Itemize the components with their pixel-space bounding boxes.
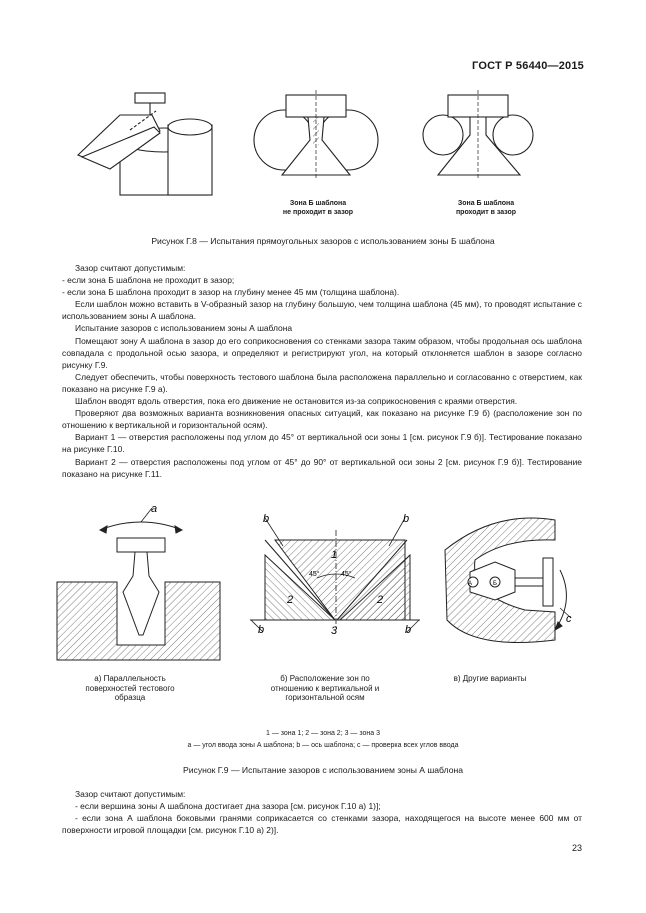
g9-legend-1: 1 — зона 1; 2 — зона 2; 3 — зона 3 bbox=[266, 730, 380, 737]
g8-label-middle: Зона Б шаблона не проходит в зазор bbox=[282, 200, 354, 216]
text-block-1 bbox=[62, 262, 582, 480]
document-id: ГОСТ Р 56440—2015 bbox=[472, 60, 584, 72]
g9c-other-variants bbox=[445, 518, 571, 643]
paragraph: Шаблон вводят вдоль отверстия, пока его движение не остановится из-за соприкосновения с краями отверстия. bbox=[75, 396, 518, 407]
label-b-bottom-right: b bbox=[405, 624, 412, 636]
page-number: 23 bbox=[571, 843, 582, 853]
g8-zone-b-not-pass bbox=[254, 90, 378, 180]
figure-g9-caption: Рисунок Г.9 — Испытание зазоров с использованием зоны А шаблона bbox=[182, 765, 464, 775]
g9-sub-a: а) Параллельность поверхностей тестового образца bbox=[85, 674, 175, 703]
figure-g8-drawing bbox=[60, 85, 580, 205]
zone-1-label: 1 bbox=[331, 549, 338, 561]
paragraph: - если зона Б шаблона не проходит в зазор; bbox=[62, 275, 235, 286]
paragraph: Если шаблон можно вставить в V-образный зазор на глубину большую, чем толщина шаблона (45 мм), то проводят испытание с использованием зоны А шаблона. bbox=[62, 299, 582, 322]
zone-a-marker: A bbox=[467, 581, 473, 587]
figure-g9-drawing bbox=[55, 500, 585, 670]
g8-zone-b-pass bbox=[423, 90, 533, 180]
paragraph: Следует обеспечить, чтобы поверхность тестового шаблона была расположена параллельно и согласованно с отверстием, как показано на рисунке Г.9 а). bbox=[62, 371, 582, 394]
paragraph: Вариант 1 — отверстия расположены под углом до 45° от вертикальной оси зоны 1 [см. рисунок Г.9 б)]. Тестирование показано на рисунке Г.10. bbox=[62, 432, 582, 455]
paragraph: - если зона А шаблона боковыми гранями соприкасается со стенками зазора, находящегося на высоте менее 600 мм от поверхности игровой площадки [см. рисунок Г.10 а) 2)]. bbox=[62, 813, 582, 836]
g9b-zones bbox=[250, 518, 420, 632]
label-b-top-left: b bbox=[263, 513, 270, 525]
paragraph: - если вершина зоны А шаблона достигает дна зазора [см. рисунок Г.10 а) 1)]; bbox=[75, 801, 381, 812]
paragraph: Испытание зазоров с использованием зоны А шаблона bbox=[75, 323, 293, 334]
angle-left-label: 45° bbox=[309, 571, 320, 578]
figure-g8-caption: Рисунок Г.8 — Испытания прямоугольных зазоров с использованием зоны Б шаблона bbox=[151, 236, 495, 246]
label-a: a bbox=[151, 503, 158, 515]
zone-2-left-label: 2 bbox=[287, 594, 294, 606]
label-b-top-right: b bbox=[403, 513, 410, 525]
text-block-2 bbox=[62, 788, 582, 836]
paragraph: Помещают зону А шаблона в зазор до его соприкосновения со стенками зазора таким образом, чтобы продольная ось шаблона совпадала с продольной осью зазора, и определяют и регистрируют угол, на который отклоняется шаблон в зазоре согласно рисунку Г.9. bbox=[62, 335, 582, 370]
angle-right-label: 45° bbox=[341, 571, 352, 578]
zone-3-label: 3 bbox=[331, 625, 338, 637]
paragraph: Зазор считают допустимым: bbox=[75, 263, 186, 273]
paragraph: Проверяют два возможных варианта возникновения опасных ситуаций, как показано на рисунке Г.9 б) (расположение зон по отношению к вертикальной и горизонтальной осям). bbox=[62, 408, 582, 431]
g9-legend-2: a — угол ввода зоны А шаблона; b — ось шаблона; c — проверка всех углов ввода bbox=[187, 742, 459, 749]
paragraph: Зазор считают допустимым: bbox=[75, 789, 186, 799]
label-b-bottom-left: b bbox=[258, 624, 265, 636]
g9a-parallel bbox=[57, 508, 220, 660]
g8-label-right: Зона Б шаблона проходит в зазор bbox=[455, 200, 517, 216]
g9-sub-c: в) Другие варианты bbox=[453, 674, 527, 683]
label-c: c bbox=[566, 613, 572, 625]
paragraph: Вариант 2 — отверстия расположены под углом от 45° до 90° от вертикальной оси зоны 2 [см. рисунок Г.9 б)]. Тестирование показано на рисунке Г.11. bbox=[62, 456, 582, 479]
g9-sub-b: б) Расположение зон по отношению к вертикальной и горизонтальной осям bbox=[270, 674, 380, 703]
zone-b-marker: Б bbox=[493, 581, 497, 587]
zone-2-right-label: 2 bbox=[377, 594, 384, 606]
paragraph: - если зона Б шаблона проходит в зазор на глубину менее 45 мм (толщина шаблона). bbox=[62, 287, 400, 298]
g8-template-on-pipe bbox=[78, 93, 212, 195]
